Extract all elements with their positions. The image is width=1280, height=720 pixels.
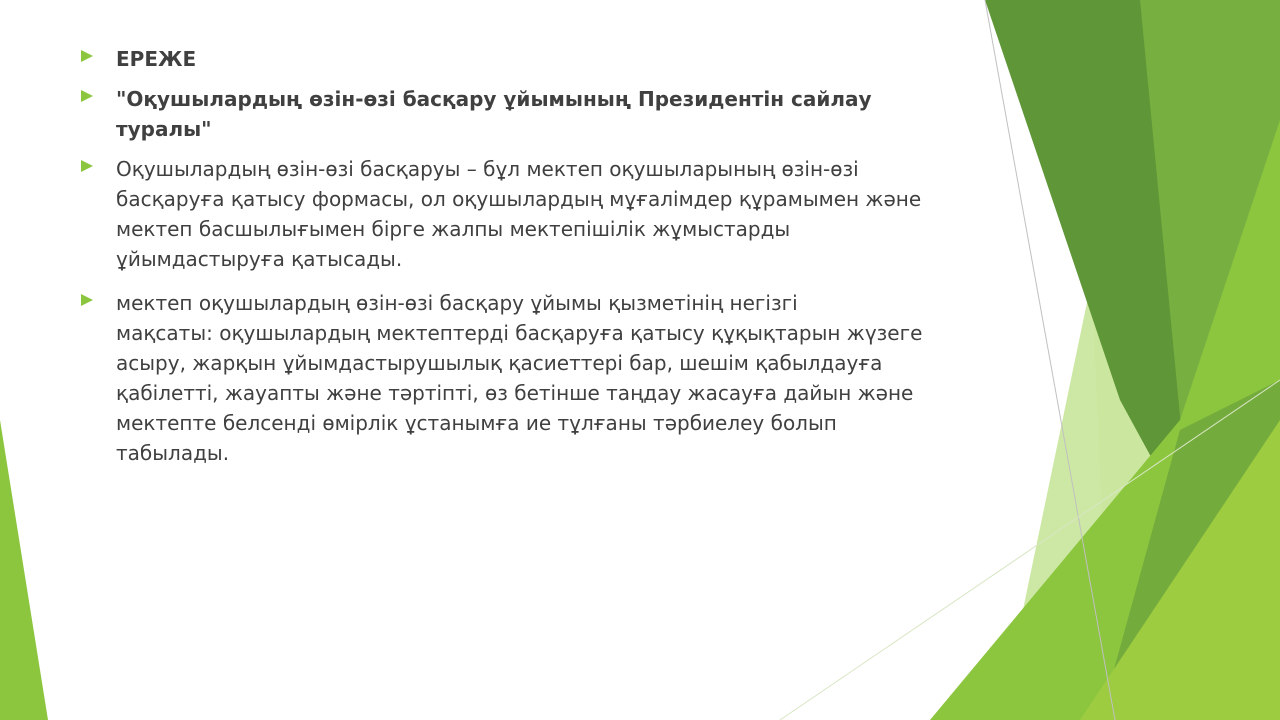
triangle-bullet-icon [80, 154, 116, 178]
left-green-shape [0, 420, 48, 720]
bullet-text: мектеп оқушылардың өзін-өзі басқару ұйымы қызметінің негізгі мақсаты: оқушылардың мектептерді басқаруға қатысу құқықтарын жүзеге асыру, жарқын ұйымдастырушылық қасиеттері бар, шешім қабылдауға қабілетті, жауапты және тәртіпті, өз бетінше таңдау жасауға дайын және мектепте белсенді өмірлік ұстанымға ие тұлғаны тәрбиелеу болып табылады. [116, 291, 923, 465]
triangle-bullet-icon [80, 288, 116, 312]
bullet-item-heading [80, 44, 960, 74]
bullet-item-goal [80, 288, 960, 468]
bullet-text: "Оқушылардың өзін-өзі басқару ұйымының Президентін сайлау туралы" [116, 87, 872, 141]
bullet-item-definition [80, 154, 960, 274]
bullet-item-subheading [80, 84, 960, 144]
bullet-text: Оқушылардың өзін-өзі басқаруы – бұл мектеп оқушыларының өзін-өзі басқаруға қатысу формасы, ол оқушылардың мұғалімдер құрамымен және мектеп басшылығымен бірге жалпы мектепішілік жұмыстарды ұйымдастыруға қатысады. [116, 157, 922, 271]
triangle-bullet-icon [80, 44, 116, 68]
triangle-bullet-icon [80, 84, 116, 108]
bullet-text: ЕРЕЖЕ [116, 47, 197, 71]
slide-content [80, 44, 960, 482]
